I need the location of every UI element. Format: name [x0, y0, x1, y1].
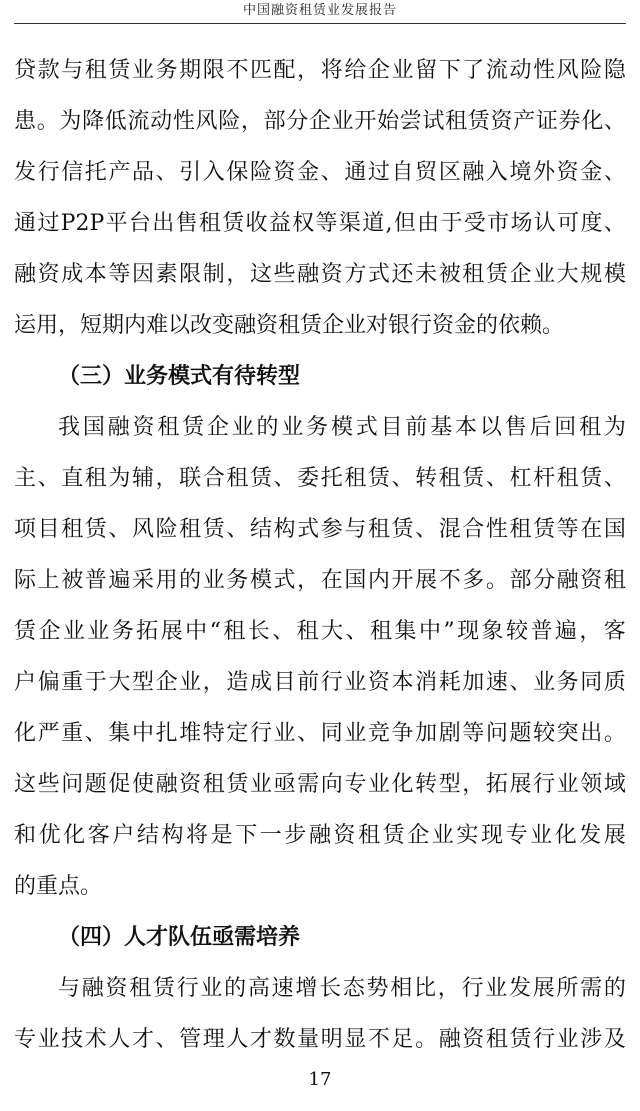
- text-line: 际 上 被 普 遍 采 用 的 业 务 模 式 ， 在 国 内 开 展 不 多 。 部 分 融 资 租: [14, 568, 626, 593]
- section-heading: （三）业务模式有待转型: [58, 363, 301, 389]
- page-header-title: 中国融资租赁业发展报告: [242, 3, 397, 18]
- text-line: 发 行 信 托 产 品 、 引 入 保 险 资 金 、 通 过 自 贸 区 融 入 境 外 资 金 、: [14, 160, 626, 185]
- text-line: 的重点。: [14, 874, 103, 899]
- page-number: 17: [308, 1069, 332, 1090]
- text-line: 我 国 融 资 租 赁 企 业 的 业 务 模 式 目 前 基 本 以 售 后 回 租 为: [58, 415, 626, 440]
- text-line: 患 。 为 降 低 流 动 性 风 险 ， 部 分 企 业 开 始 尝 试 租 赁 资 产 证 券 化 、: [14, 109, 626, 134]
- header-divider: [14, 23, 626, 24]
- text-line: 与 融 资 租 赁 行 业 的 高 速 增 长 态 势 相 比 ， 行 业 发 展 所 需 的: [58, 976, 626, 1001]
- text-line: 和 优 化 客 户 结 构 将 是 下 一 步 融 资 租 赁 企 业 实 现 专 业 化 发 展: [14, 823, 626, 848]
- text-line: 这 些 问 题 促 使 融 资 租 赁 业 亟 需 向 专 业 化 转 型 ， 拓 展 行 业 领 域: [14, 772, 626, 797]
- section-heading: （四）人才队伍亟需培养: [58, 924, 301, 950]
- text-line: 运用，短期内难以改变融资租赁企业对银行资金的依赖。: [14, 313, 565, 338]
- text-line: 专 业 技 术 人 才 、 管 理 人 才 数 量 明 显 不 足 。 融 资 租 赁 行 业 涉 及: [14, 1027, 626, 1052]
- text-line: 化 严 重 、 集 中 扎 堆 特 定 行 业 、 同 业 竞 争 加 剧 等 问 题 较 突 出 。: [14, 721, 626, 746]
- document-body: [14, 45, 626, 1065]
- text-line: 项 目 租 赁 、 风 险 租 赁 、 结 构 式 参 与 租 赁 、 混 合 性 租 赁 等 在 国: [14, 517, 626, 542]
- text-line: 通 过 P2P 平 台 出 售 租 赁 收 益 权 等 渠 道 , 但 由 于 受 市 场 认 可 度 、: [14, 211, 626, 236]
- text-line: 贷 款 与 租 赁 业 务 期 限 不 匹 配 ， 将 给 企 业 留 下 了 流 动 性 风 险 隐: [14, 58, 626, 83]
- text-line: 赁 企 业 业 务 拓 展 中 “ 租 长 、 租 大 、 租 集 中 ” 现 象 较 普 遍 ， 客: [14, 619, 626, 644]
- text-line: 户 偏 重 于 大 型 企 业 ， 造 成 目 前 行 业 资 本 消 耗 加 速 、 业 务 同 质: [14, 670, 626, 695]
- text-line: 融 资 成 本 等 因 素 限 制 ， 这 些 融 资 方 式 还 未 被 租 赁 企 业 大 规 模: [14, 262, 626, 287]
- text-line: 主 、 直 租 为 辅 ， 联 合 租 赁 、 委 托 租 赁 、 转 租 赁 、 杠 杆 租 赁 、: [14, 466, 626, 491]
